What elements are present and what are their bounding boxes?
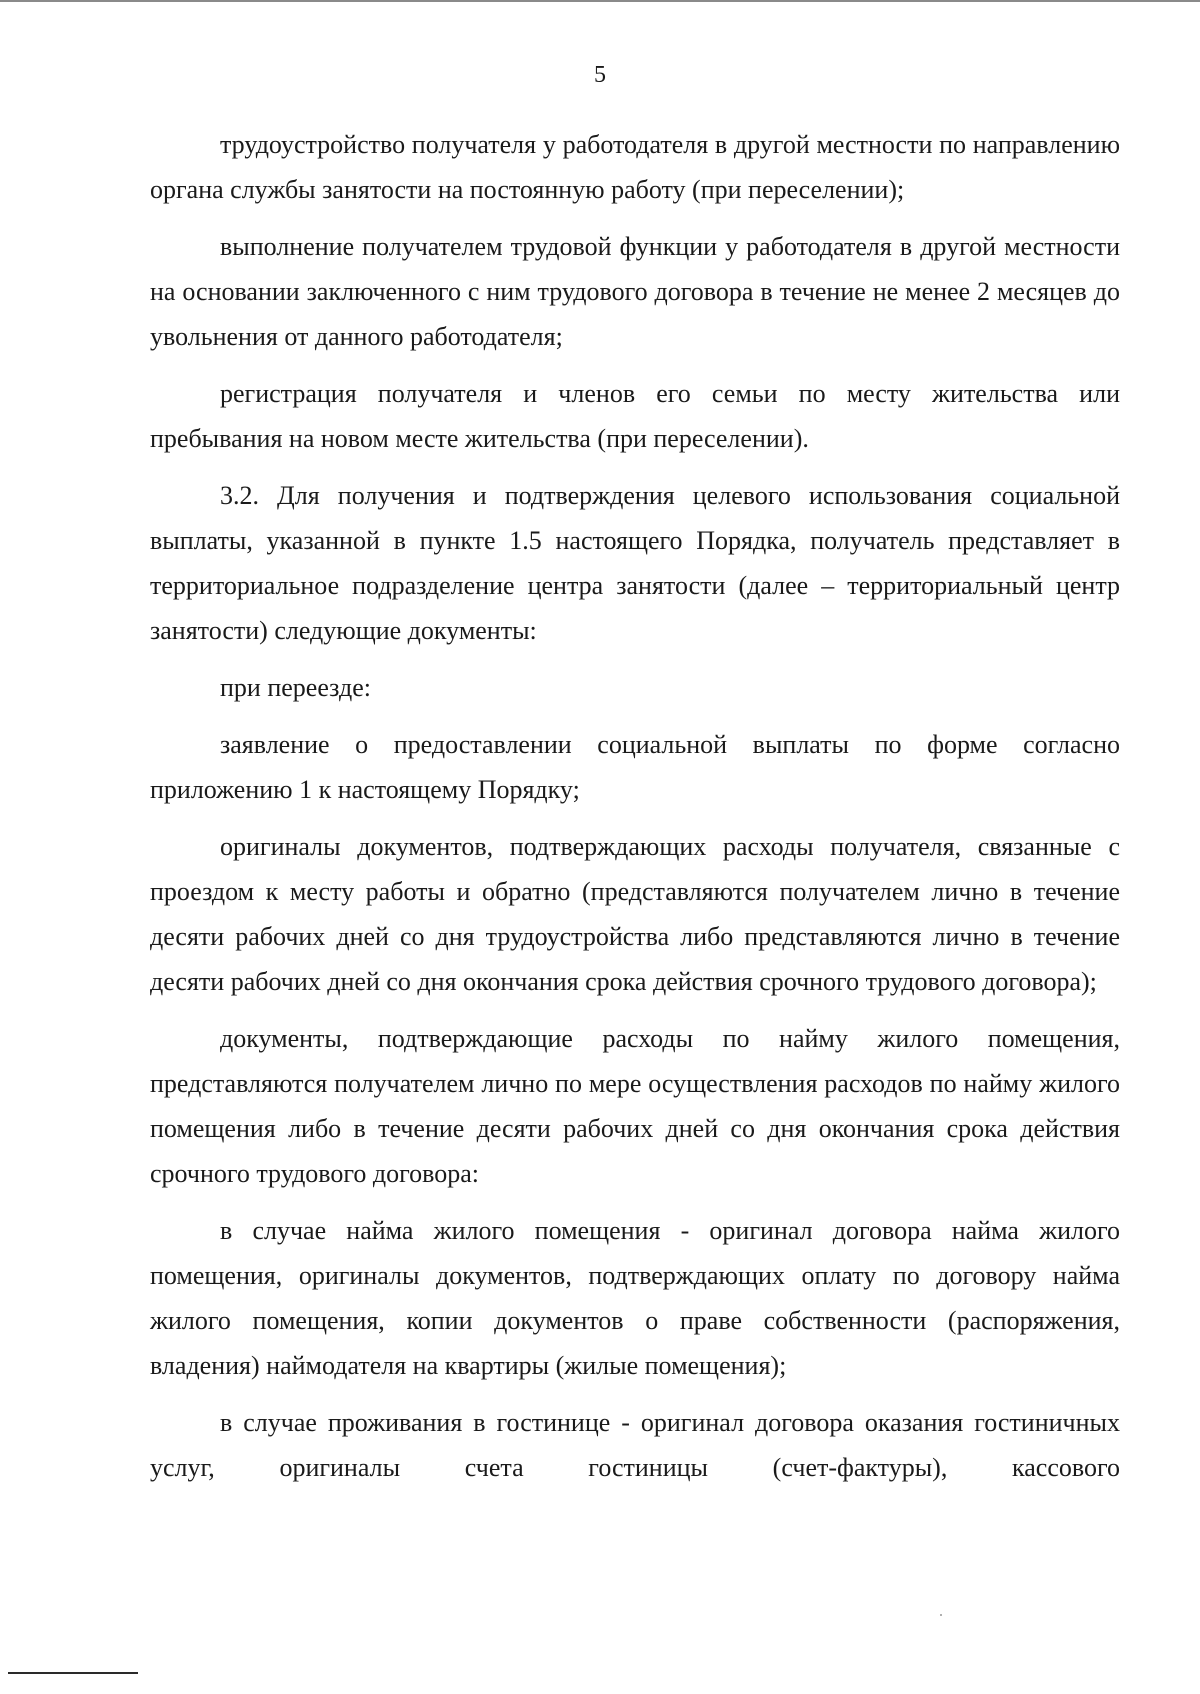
- paragraph-labor-function: выполнение получателем трудовой функции у работодателя в другой местности на основании заключенного с ним трудового договора в течение не менее 2 месяцев до увольнения от данного работодателя;: [150, 232, 1120, 351]
- paragraph-application: заявление о предоставлении социальной выплаты по форме согласно приложению 1 к настоящему Порядку;: [150, 730, 1120, 804]
- page-top-edge: [0, 0, 1200, 2]
- paragraph-housing-rental: в случае найма жилого помещения - оригинал договора найма жилого помещения, оригиналы документов, подтверждающих оплату по договору найма жилого помещения, копии документов о праве собственности (распоряжения, владения) наймодателя на квартиры (жилые помещения);: [150, 1216, 1120, 1380]
- footer-rule: [8, 1672, 138, 1674]
- paragraph-travel-expenses: оригиналы документов, подтверждающих расходы получателя, связанные с проездом к месту работы и обратно (представляются получателем лично в течение десяти рабочих дней со дня трудоустройства либо представляются лично в течение десяти рабочих дней со дня окончания срока действия срочного трудового договора);: [150, 832, 1120, 996]
- paragraph-housing-expenses: документы, подтверждающие расходы по найму жилого помещения, представляются получателем лично по мере осуществления расходов по найму жилого помещения либо в течение десяти рабочих дней со дня окончания срока действия срочного трудового договора:: [150, 1024, 1120, 1188]
- paragraph-registration: регистрация получателя и членов его семьи по месту жительства или пребывания на новом месте жительства (при переселении).: [150, 379, 1120, 453]
- paragraph-employment: трудоустройство получателя у работодателя в другой местности по направлению органа службы занятости на постоянную работу (при переселении);: [150, 130, 1120, 204]
- document-body: [150, 122, 1120, 1502]
- scan-artifact: [940, 1614, 942, 1616]
- paragraph-section-3-2: 3.2. Для получения и подтверждения целевого использования социальной выплаты, указанной в пункте 1.5 настоящего Порядка, получатель представляет в территориальное подразделение центра занятости (далее – территориальный центр занятости) следующие документы:: [150, 481, 1120, 645]
- paragraph-hotel-stay: в случае проживания в гостинице - оригинал договора оказания гостиничных услуг, оригиналы счета гостиницы (счет-фактуры), кассового: [150, 1408, 1120, 1482]
- paragraph-on-relocation: при переезде:: [220, 673, 371, 702]
- page-number: 5: [594, 62, 606, 88]
